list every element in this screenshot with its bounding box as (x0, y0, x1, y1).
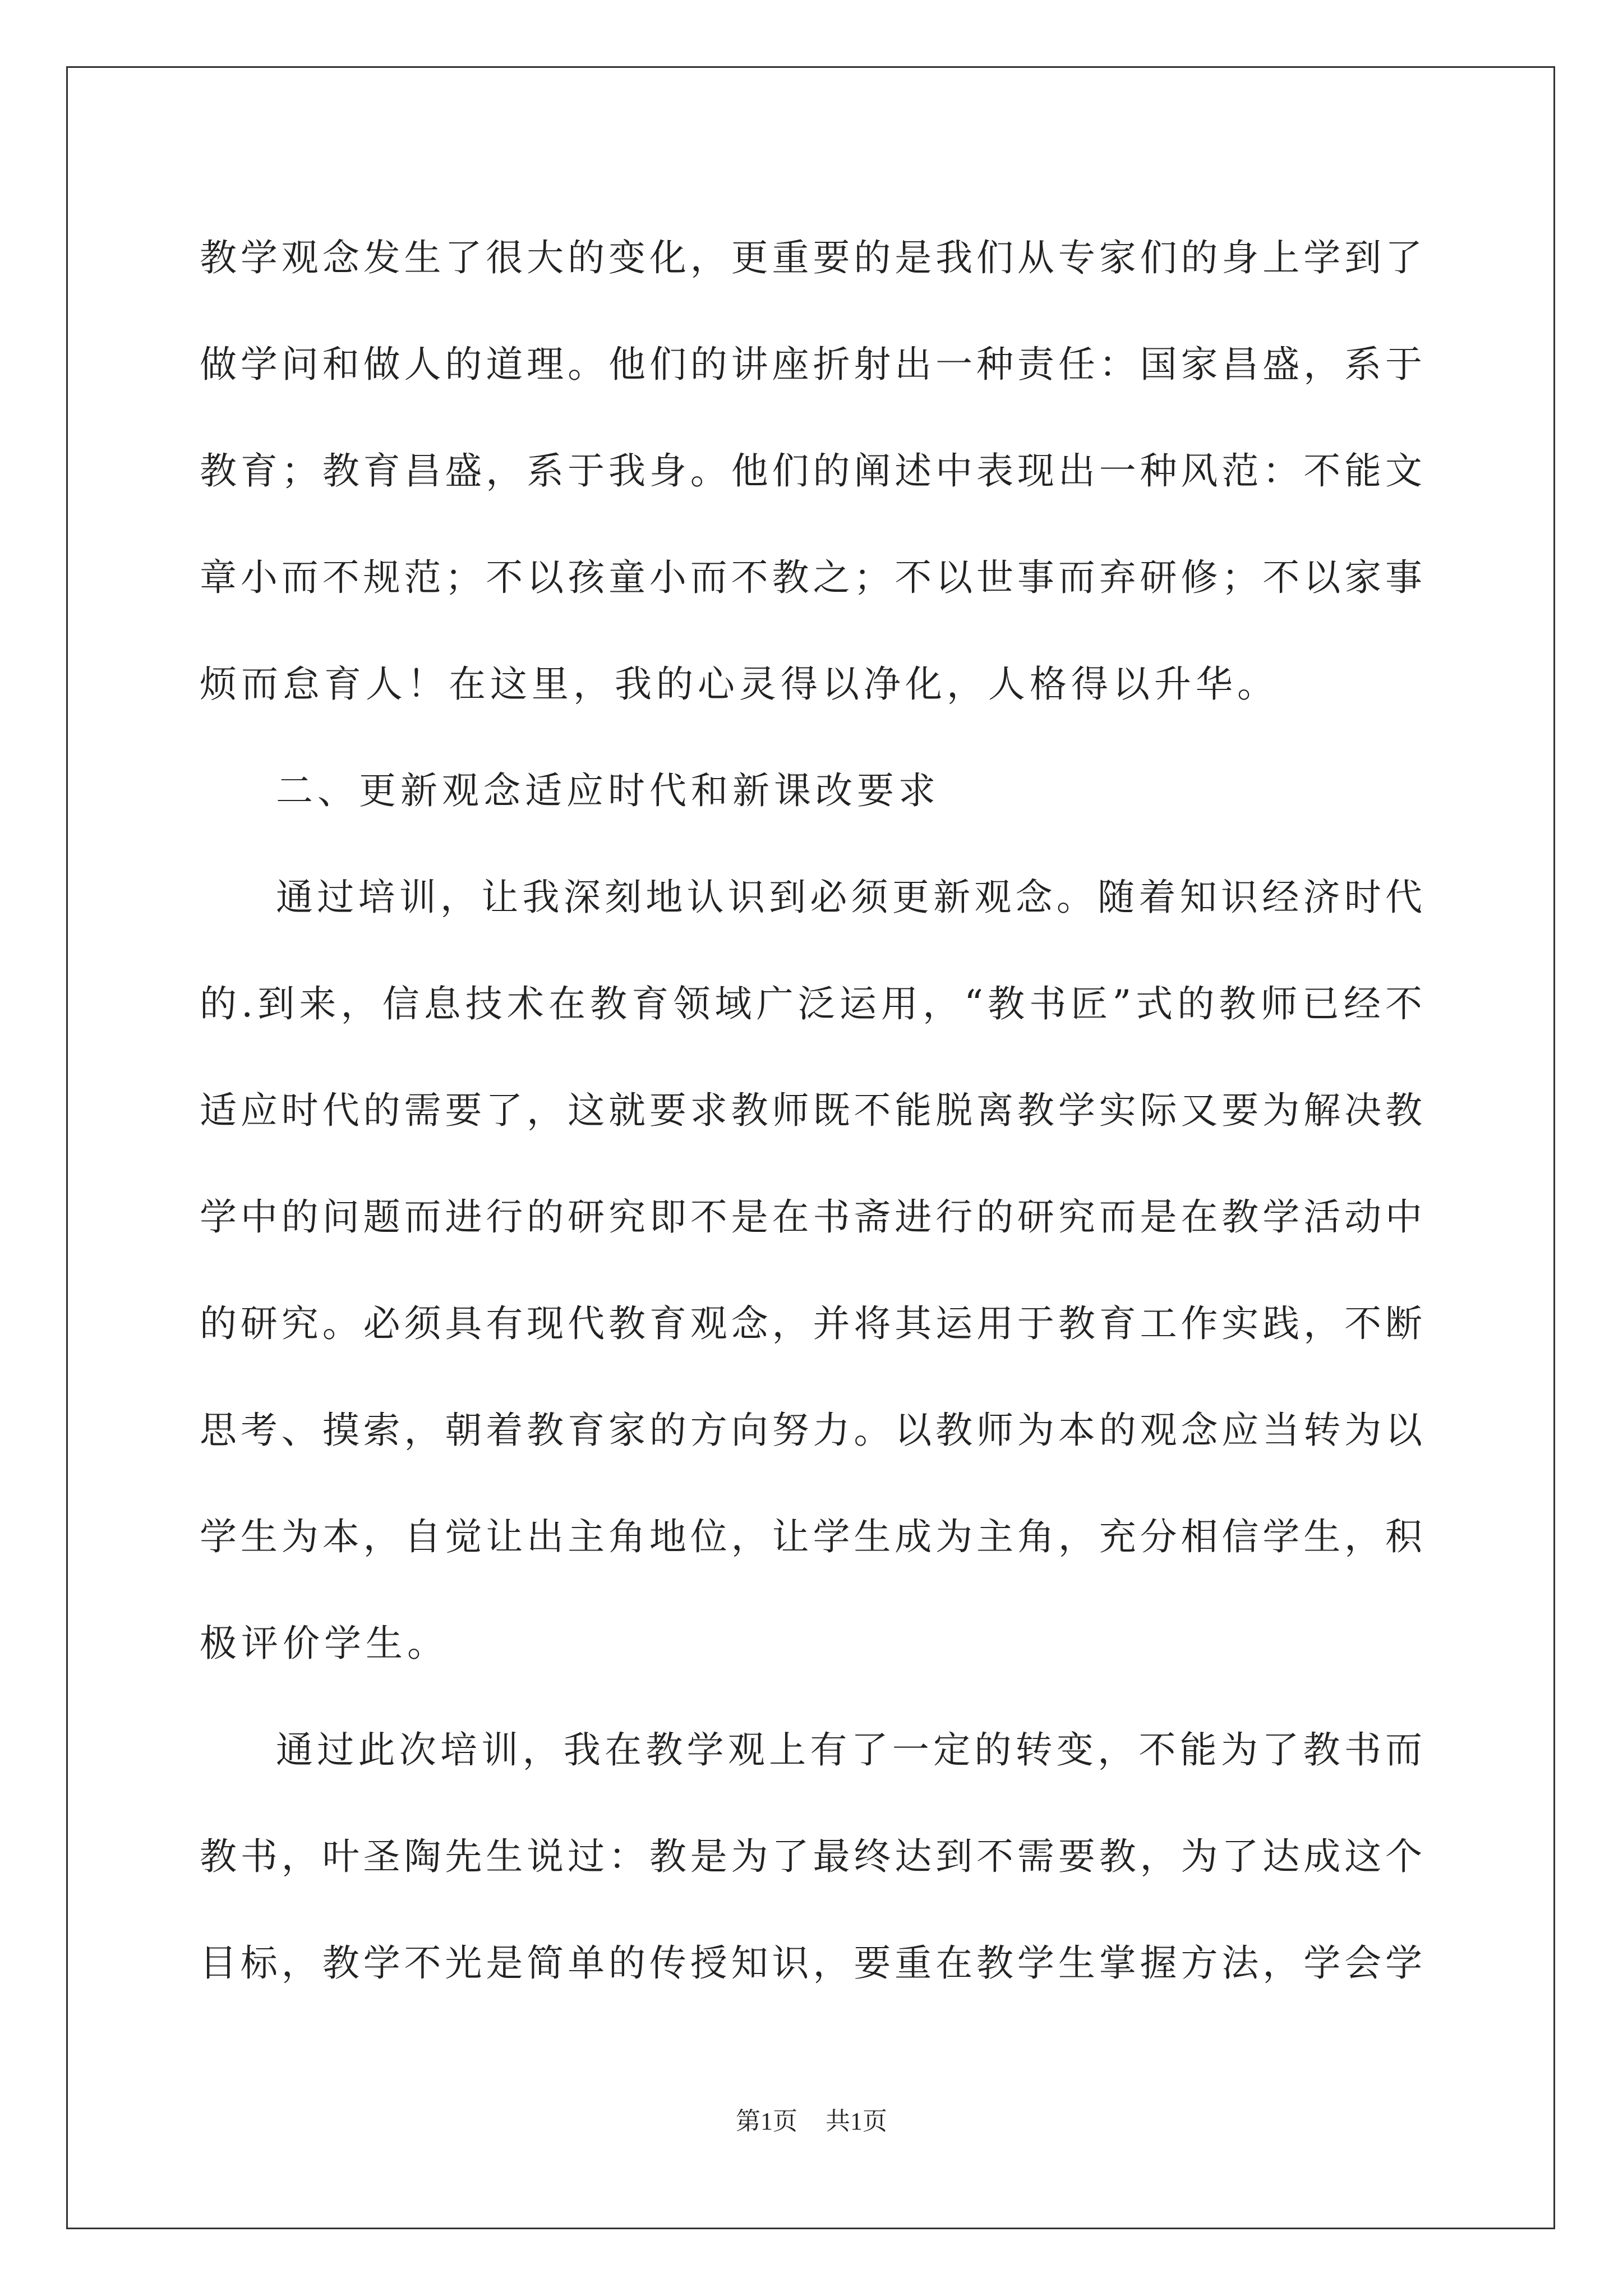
page-number: 第1页 (736, 2108, 797, 2135)
text-line: 通过此次培训，我在教学观上有了一定的转变，不能为了教书而 (276, 1728, 1422, 1772)
text-line: 极评价学生。 (200, 1622, 449, 1665)
text-line: 烦而怠育人！在这里，我的心灵得以净化，人格得以升华。 (200, 662, 1279, 706)
text-line: 目标，教学不光是简单的传授知识，要重在教学生掌握方法，学会学 (200, 1941, 1422, 1985)
text-line: 教学观念发生了很大的变化，更重要的是我们从专家们的身上学到了 (200, 236, 1422, 279)
text-line: 做学问和做人的道理。他们的讲座折射出一种责任：国家昌盛，系于 (200, 343, 1422, 386)
text-line: 的.到来，信息技术在教育领域广泛运用，“教书匠”式的教师已经不 (200, 982, 1422, 1025)
text-line: 学生为本，自觉让出主角地位，让学生成为主角，充分相信学生，积 (200, 1515, 1422, 1558)
document-body (200, 205, 1422, 2017)
page-footer (0, 2101, 1623, 2137)
text-line: 学中的问题而进行的研究即不是在书斋进行的研究而是在教学活动中 (200, 1195, 1422, 1239)
page-total: 共1页 (826, 2108, 887, 2135)
section-heading: 二、更新观念适应时代和新课改要求 (276, 769, 940, 812)
text-line: 适应时代的需要了，这就要求教师既不能脱离教学实际又要为解决教 (200, 1089, 1422, 1132)
text-line: 章小而不规范；不以孩童小而不教之；不以世事而弃研修；不以家事 (200, 556, 1422, 599)
text-line: 教书，叶圣陶先生说过：教是为了最终达到不需要教，为了达成这个 (200, 1835, 1422, 1878)
text-line: 思考、摸索，朝着教育家的方向努力。以教师为本的观念应当转为以 (200, 1409, 1422, 1452)
text-line: 教育；教育昌盛，系于我身。他们的阐述中表现出一种风范：不能文 (200, 449, 1422, 493)
text-line: 的研究。必须具有现代教育观念，并将其运用于教育工作实践，不断 (200, 1302, 1422, 1345)
text-line: 通过培训，让我深刻地认识到必须更新观念。随着知识经济时代 (276, 876, 1422, 919)
